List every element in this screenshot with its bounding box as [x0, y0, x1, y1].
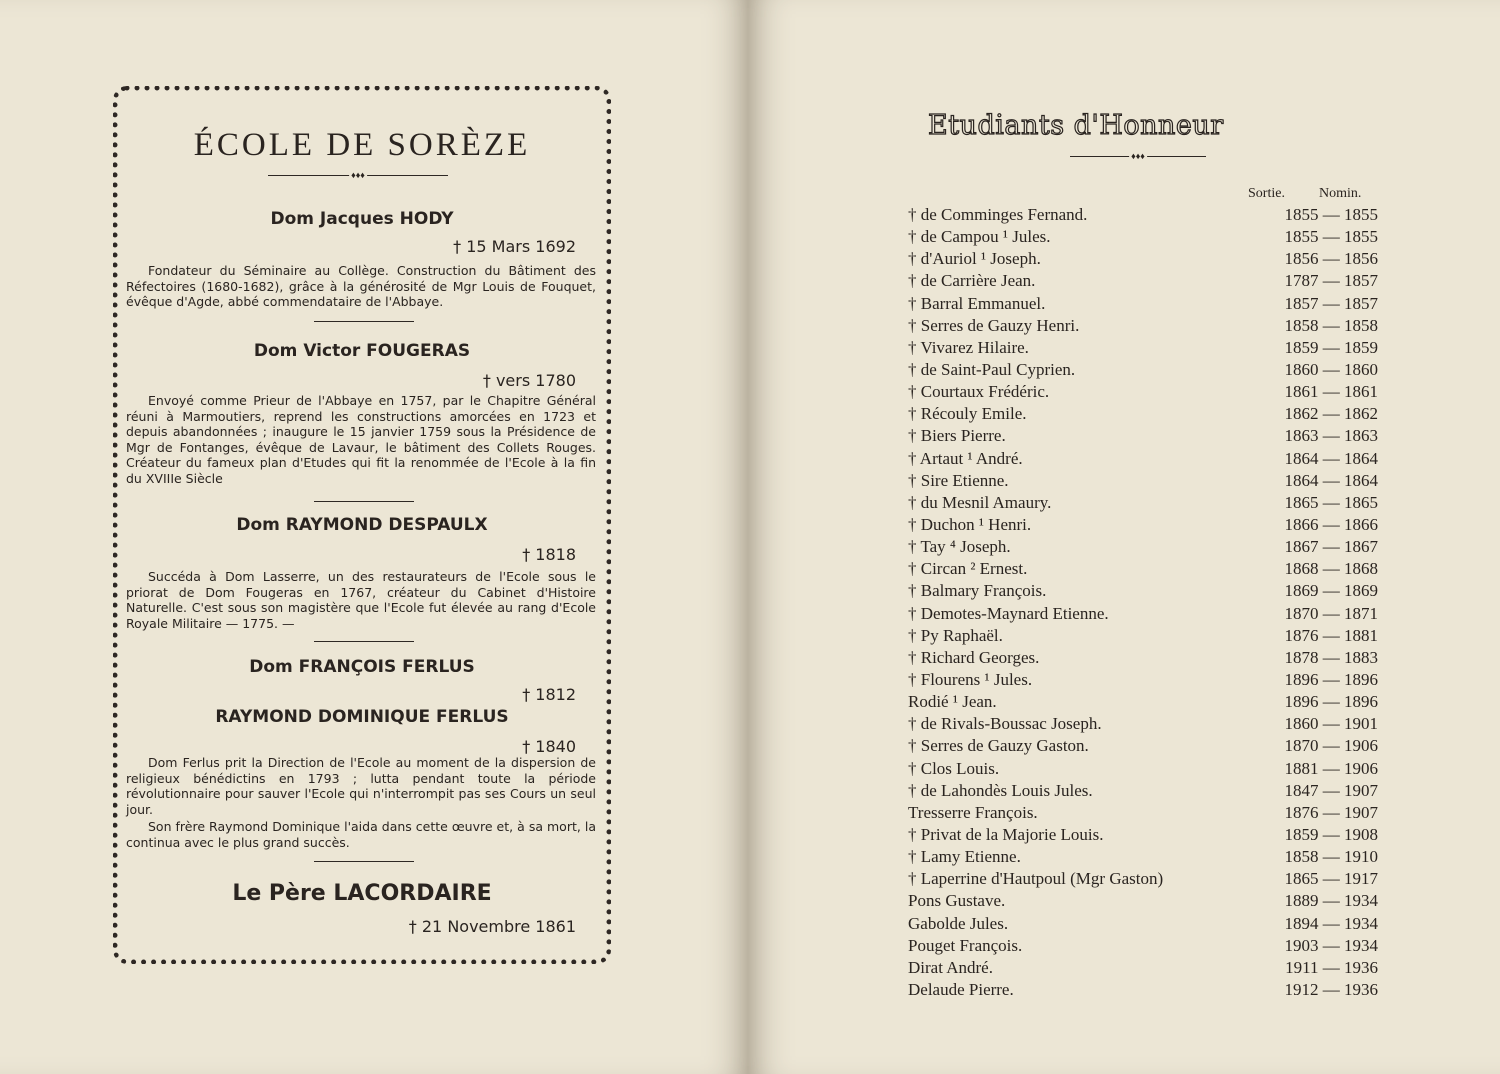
student-name: † Demotes-Maynard Etienne.: [908, 603, 1109, 623]
entry-name: Le Père LACORDAIRE: [232, 881, 492, 906]
student-name: † de Carrière Jean.: [908, 271, 1036, 291]
student-name: † Artaut ¹ André.: [908, 448, 1023, 468]
student-name: † du Mesnil Amaury.: [908, 492, 1052, 512]
student-name: † de Comminges Fernand.: [908, 205, 1088, 224]
student-years: 1865 — 1865: [1284, 492, 1378, 512]
student-name: † Duchon ¹ Henri.: [908, 514, 1032, 534]
student-row: [908, 846, 1378, 868]
divider: [314, 641, 414, 642]
student-name: † Serres de Gauzy Henri.: [908, 315, 1080, 335]
student-years: 1889 — 1934: [1284, 891, 1378, 911]
student-years: 1858 — 1910: [1284, 847, 1378, 867]
student-years: 1847 — 1907: [1284, 780, 1378, 800]
student-row: [908, 403, 1378, 425]
student-name: † Privat de la Majorie Louis.: [908, 824, 1104, 844]
student-row: [908, 293, 1378, 315]
student-row: [908, 204, 1378, 226]
student-years: 1863 — 1863: [1284, 426, 1378, 446]
student-row: [908, 890, 1378, 912]
student-years: 1896 — 1896: [1284, 692, 1378, 712]
student-years: 1867 — 1867: [1284, 537, 1378, 557]
student-name: † Biers Pierre.: [908, 426, 1006, 446]
student-years: 1866 — 1866: [1284, 514, 1378, 534]
entry-date: † vers 1780: [482, 371, 576, 390]
entry-description: Envoyé comme Prieur de l'Abbaye en 1757, par le Chapitre Général réuni à Marmoutiers, reprend les constructions amorcées en 1723 et depuis abandonnées ; inaugure le 15 janvier 1759 sous la Présidence de Mgr de Fontanges, évêque de Lavaur, le bâtiment des Collets Rouges. Créateur du fameux plan d'Etudes qui fit la renommée de l'Ecole à la fin du XVIIIe Siècle: [126, 393, 596, 486]
student-years: 1859 — 1908: [1284, 824, 1378, 844]
student-name: † Récouly Emile.: [908, 404, 1027, 424]
student-row: [908, 802, 1378, 824]
student-name: Dirat André.: [908, 957, 993, 977]
student-row: [908, 603, 1378, 625]
student-row: [908, 381, 1378, 403]
student-years: 1858 — 1858: [1284, 315, 1378, 335]
student-years: 1860 — 1901: [1284, 714, 1378, 734]
student-name: † Sire Etienne.: [908, 470, 1009, 490]
student-years: 1865 — 1917: [1284, 869, 1378, 889]
entry-date: † 1818: [522, 545, 576, 564]
student-name: † Richard Georges.: [908, 647, 1040, 667]
student-row: [908, 979, 1378, 1001]
student-years: 1869 — 1869: [1284, 581, 1378, 601]
student-row: [908, 669, 1378, 691]
student-name: Pouget François.: [908, 935, 1023, 955]
student-row: [908, 536, 1378, 558]
student-name: † Lamy Etienne.: [908, 847, 1021, 867]
student-years: 1878 — 1883: [1284, 647, 1378, 667]
student-row: [908, 315, 1378, 337]
student-name: † de Lahondès Louis Jules.: [908, 780, 1093, 800]
student-row: [908, 359, 1378, 381]
entry-name: Dom Victor FOUGERAS: [253, 341, 471, 361]
student-row: [908, 448, 1378, 470]
student-years: 1859 — 1859: [1284, 337, 1378, 357]
student-row: [908, 935, 1378, 957]
entry-date: † 15 Mars 1692: [453, 237, 576, 256]
entry-name: Dom Jacques HODY: [270, 209, 454, 229]
student-row: [908, 780, 1378, 802]
student-row: [908, 913, 1378, 935]
student-name: † Flourens ¹ Jules.: [908, 669, 1033, 689]
student-years: 1864 — 1864: [1284, 448, 1378, 468]
student-years: 1855 — 1855: [1284, 205, 1378, 224]
student-years: 1868 — 1868: [1284, 559, 1378, 579]
entry-date: † 21 Novembre 1861: [408, 917, 576, 936]
right-page: [748, 0, 1500, 1074]
student-row: [908, 492, 1378, 514]
student-row: [908, 580, 1378, 602]
student-years: 1861 — 1861: [1284, 382, 1378, 402]
student-row: [908, 957, 1378, 979]
title-ornament: ♦♦♦: [268, 175, 448, 176]
entry-date: † 1812: [522, 685, 576, 704]
student-row: [908, 470, 1378, 492]
honor-roster: [908, 204, 1378, 1001]
student-years: 1881 — 1906: [1284, 758, 1378, 778]
student-name: Pons Gustave.: [908, 891, 1006, 911]
student-years: 1894 — 1934: [1284, 913, 1378, 933]
student-row: [908, 270, 1378, 292]
student-row: [908, 868, 1378, 890]
entry-date-2: † 1840: [522, 737, 576, 756]
entry-name: Dom FRANÇOIS FERLUS: [249, 657, 475, 677]
student-row: [908, 337, 1378, 359]
student-years: 1870 — 1871: [1284, 603, 1378, 623]
student-years: 1896 — 1896: [1284, 669, 1378, 689]
entry-description-2: Son frère Raymond Dominique l'aida dans cette œuvre et, à sa mort, la continua avec le plus grand succès.: [126, 819, 596, 850]
student-name: † Vivarez Hilaire.: [908, 337, 1029, 357]
entry-description: Dom Ferlus prit la Direction de l'Ecole au moment de la dispersion de religieux bénédictins en 1793 ; lutta pendant toute la période révolutionnaire pour sauver l'Ecole qui n'interrompit pas ses Cours un seul jour.: [126, 755, 596, 817]
left-page: [0, 0, 748, 1074]
student-name: † d'Auriol ¹ Joseph.: [908, 249, 1041, 269]
student-years: 1856 — 1856: [1284, 249, 1378, 269]
student-years: 1903 — 1934: [1284, 935, 1378, 955]
student-years: 1876 — 1907: [1284, 802, 1378, 822]
divider: [314, 321, 414, 322]
student-name: † de Rivals-Boussac Joseph.: [908, 714, 1102, 734]
student-name: Rodié ¹ Jean.: [908, 692, 997, 712]
student-row: [908, 647, 1378, 669]
student-years: 1911 — 1936: [1285, 957, 1378, 977]
divider: [314, 501, 414, 502]
entry-description: Fondateur du Séminaire au Collège. Construction du Bâtiment des Réfectoires (1680-1682), grâce à la générosité de Mgr Louis de Fouquet, évêque d'Agde, abbé commendataire de l'Abbaye.: [126, 263, 596, 309]
entry-description: Succéda à Dom Lasserre, un des restaurateurs de l'Ecole sous le priorat de Dom Fougeras en 1767, créateur du Cabinet d'Histoire Naturelle. C'est sous son magistère que l'Ecole fut élevée au rang d'Ecole Royale Militaire — 1775. —: [126, 569, 596, 631]
divider: [314, 861, 414, 862]
student-row: [908, 735, 1378, 757]
school-title: ÉCOLE DE SORÈZE: [193, 127, 531, 163]
student-years: 1857 — 1857: [1284, 293, 1378, 313]
student-row: [908, 425, 1378, 447]
student-row: [908, 514, 1378, 536]
column-header-sortie: Sortie.: [1248, 186, 1285, 201]
student-name: Tresserre François.: [908, 802, 1038, 822]
student-name: † Laperrine d'Hautpoul (Mgr Gaston): [908, 869, 1164, 889]
entry-name-2: RAYMOND DOMINIQUE FERLUS: [215, 707, 509, 727]
student-years: 1862 — 1862: [1284, 404, 1378, 424]
student-row: [908, 226, 1378, 248]
student-name: † Serres de Gauzy Gaston.: [908, 736, 1089, 756]
student-name: † Barral Emmanuel.: [908, 293, 1046, 313]
column-header-nomin: Nomin.: [1319, 186, 1362, 201]
student-row: [908, 625, 1378, 647]
honor-title: Etudiants d'Honneur: [928, 110, 1224, 141]
title-ornament: ♦♦♦: [1070, 156, 1206, 157]
student-row: [908, 713, 1378, 735]
student-name: † de Campou ¹ Jules.: [908, 227, 1051, 247]
student-years: 1860 — 1860: [1284, 359, 1378, 379]
student-name: † Circan ² Ernest.: [908, 559, 1028, 579]
student-years: 1870 — 1906: [1284, 736, 1378, 756]
entry-name: Dom RAYMOND DESPAULX: [236, 515, 488, 535]
student-row: [908, 758, 1378, 780]
student-name: Gabolde Jules.: [908, 913, 1009, 933]
student-name: † Tay ⁴ Joseph.: [908, 537, 1011, 557]
student-name: † de Saint-Paul Cyprien.: [908, 359, 1076, 379]
student-years: 1855 — 1855: [1284, 227, 1378, 247]
student-years: 1787 — 1857: [1284, 271, 1378, 291]
student-years: 1864 — 1864: [1284, 470, 1378, 490]
student-years: 1876 — 1881: [1284, 625, 1378, 645]
student-years: 1912 — 1936: [1284, 979, 1378, 999]
dotted-frame: [113, 86, 611, 964]
student-row: [908, 691, 1378, 713]
student-name: † Balmary François.: [908, 581, 1047, 601]
student-name: Delaude Pierre.: [908, 979, 1014, 999]
student-row: [908, 558, 1378, 580]
student-name: † Py Raphaël.: [908, 625, 1003, 645]
student-name: † Courtaux Frédéric.: [908, 382, 1050, 402]
student-name: † Clos Louis.: [908, 758, 1000, 778]
student-row: [908, 824, 1378, 846]
student-row: [908, 248, 1378, 270]
